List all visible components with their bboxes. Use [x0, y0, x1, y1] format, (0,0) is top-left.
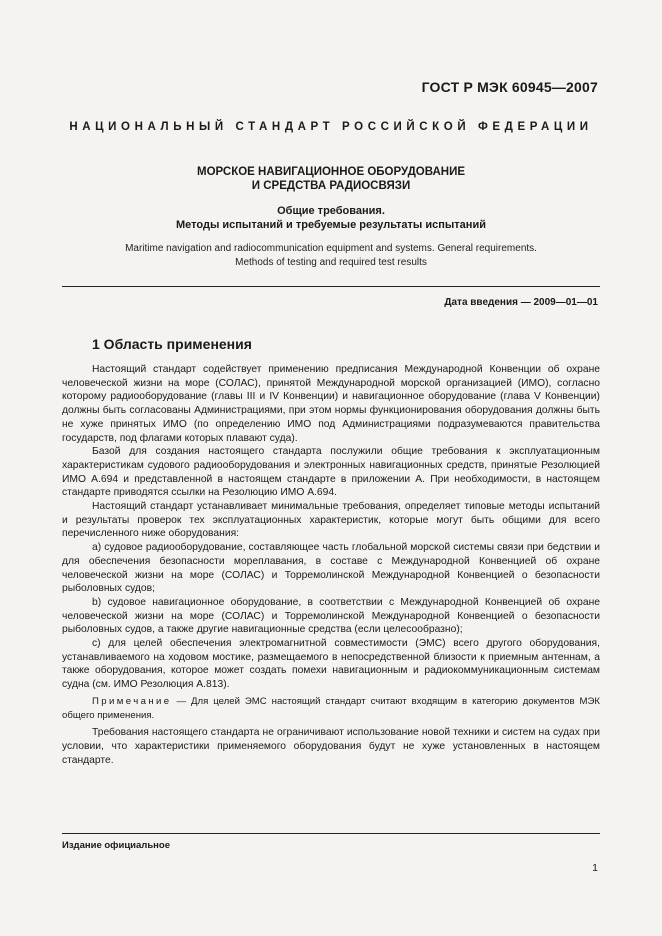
list-item-c: с) для целей обеспечения электромагнитной совместимости (ЭМС) всего другого оборудования, устанавливаемого на ходовом мостике, размещаемого в непосредственной близости к приемным антеннам, а также оборудования, которое может создать помехи навигационным и радиокоммуникационным системам судна (см. ИМО Резолюция А.813).	[62, 638, 600, 691]
page-number: 1	[592, 862, 598, 874]
paragraph-4: Требования настоящего стандарта не ограничивают использование новой техники и систем на судах при условии, что характеристики применяемого оборудования будут не хуже установленных в настоящем стандарте.	[62, 727, 600, 766]
document-subtitle	[62, 204, 600, 232]
title-line-1: МОРСКОЕ НАВИГАЦИОННОЕ ОБОРУДОВАНИЕ	[196, 166, 465, 178]
list-item-b: b) судовое навигационное оборудование, в соответствии с Международной Конвенцией об охране человеческой жизни на море (СОЛАС) и Торремолинской Международной Конвенцией о безопасности рыболовных судов, а также другие навигационные средства (если целесообразно);	[62, 596, 600, 636]
subtitle-line-1: Общие требования.	[277, 205, 385, 217]
document-title	[62, 165, 600, 193]
subtitle-line-2: Методы испытаний и требуемые результаты испытаний	[176, 219, 486, 231]
english-title	[62, 242, 600, 270]
english-title-line-2: Methods of testing and required test results	[235, 257, 427, 268]
document-id: ГОСТ Р МЭК 60945—2007	[421, 79, 598, 95]
national-standard-banner: НАЦИОНАЛЬНЫЙ СТАНДАРТ РОССИЙСКОЙ ФЕДЕРАЦИИ	[69, 121, 593, 133]
note-label: Примечание	[92, 695, 172, 707]
section-heading: 1 Область применения	[92, 336, 252, 352]
section-body	[62, 363, 600, 767]
paragraph-2: Базой для создания настоящего стандарта послужили общие требования к эксплуатационным характеристикам судового радиооборудования и электронных навигационных средств, принятые Резолюцией ИМО А.694 и представленной в настоящем стандарте в приложении А. При необходимости, в настоящем стандарте приводятся ссылки на Резолюцию ИМО А.694.	[62, 446, 600, 499]
english-title-line-1: Maritime navigation and radiocommunication equipment and systems. General requirements.	[125, 243, 537, 254]
title-line-2: И СРЕДСТВА РАДИОСВЯЗИ	[251, 180, 411, 192]
paragraph-1: Настоящий стандарт содействует применению предписания Международной Конвенции об охране человеческой жизни на море (СОЛАС), принятой Международной морской организацией (ИМО), согласно которому радиооборудование (главы III и IV Конвенции) и навигационное оборудование (глава V Конвенции) должны быть согласованы Администрациями, при этом нормы функционирования оборудования должны быть не хуже принятых ИМО (по определению ИМО под Администрациями подразумеваются правительства государств, под флагами которых плавают суда).	[62, 364, 600, 444]
note-text: — Для целей ЭМС настоящий стандарт считают входящим в категорию документов МЭК общего применения.	[62, 695, 600, 721]
paragraph-3: Настоящий стандарт устанавливает минимальные требования, определяет типовые методы испытаний и результаты проверок тех эксплуатационных характеристик, которые могут быть общими для всего перечисленного ниже оборудования:	[62, 501, 600, 540]
list-item-a: а) судовое радиооборудование, составляющее часть глобальной морской системы связи при бедствии и для обеспечения безопасности мореплавания, в составе с Международной Конвенцией об охране человеческой жизни на море (СОЛАС) и Торремолинской Международной Конвенцией о безопасности рыболовных судов;	[62, 542, 600, 595]
footer-divider	[62, 833, 600, 834]
note	[62, 695, 600, 722]
edition-label: Издание официальное	[62, 840, 170, 851]
introduction-date: Дата введения — 2009—01—01	[444, 297, 598, 308]
header-divider	[62, 286, 600, 287]
